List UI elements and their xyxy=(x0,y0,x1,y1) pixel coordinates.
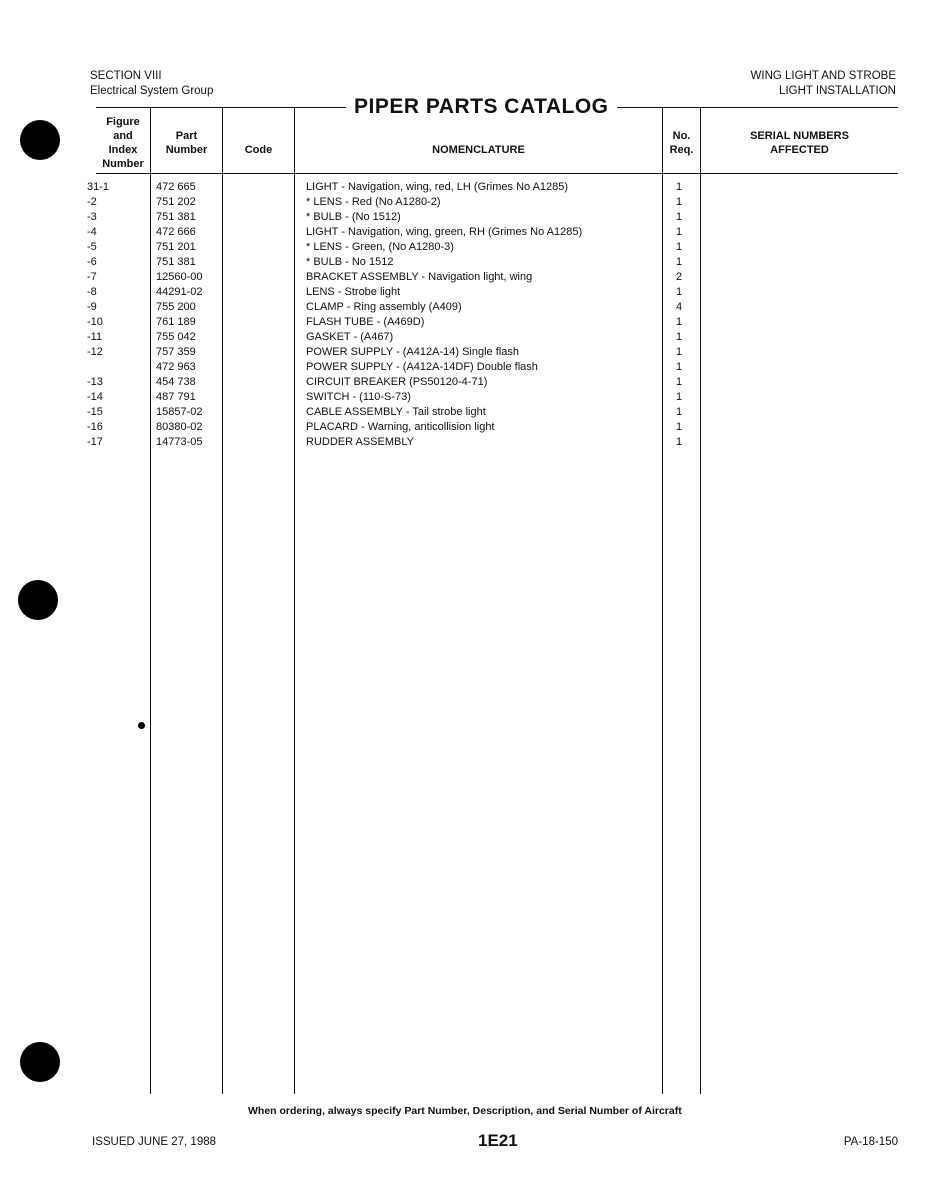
quantity-required: 1 xyxy=(675,331,683,343)
figure-index: -3 xyxy=(87,211,97,223)
figure-index: -15 xyxy=(87,406,103,418)
figure-index: -16 xyxy=(87,421,103,433)
part-number: 751 381 xyxy=(156,211,196,223)
table-row xyxy=(0,360,935,375)
table-row xyxy=(0,435,935,450)
quantity-required: 1 xyxy=(675,346,683,358)
nomenclature: CIRCUIT BREAKER (PS50120-4-71) xyxy=(306,376,488,388)
binder-hole-top xyxy=(20,120,60,160)
part-number: 472 963 xyxy=(156,361,196,373)
part-number: 472 666 xyxy=(156,226,196,238)
subject-line-2: LIGHT INSTALLATION xyxy=(779,85,896,97)
quantity-required: 1 xyxy=(675,181,683,193)
aircraft-model: PA-18-150 xyxy=(843,1136,898,1148)
quantity-required: 1 xyxy=(675,421,683,433)
part-number: 751 201 xyxy=(156,241,196,253)
quantity-required: 1 xyxy=(675,316,683,328)
group-label: Electrical System Group xyxy=(90,85,214,97)
table-row xyxy=(0,330,935,345)
nomenclature: LIGHT - Navigation, wing, green, RH (Grimes No A1285) xyxy=(306,226,583,238)
quantity-required: 1 xyxy=(675,256,683,268)
part-number: 454 738 xyxy=(156,376,196,388)
nomenclature: LIGHT - Navigation, wing, red, LH (Grimes No A1285) xyxy=(306,181,569,193)
issued-date: ISSUED JUNE 27, 1988 xyxy=(92,1136,217,1148)
figure-index: -12 xyxy=(87,346,103,358)
quantity-required: 1 xyxy=(675,286,683,298)
col-head-part-number: Part Number xyxy=(165,130,208,156)
figure-index: 31-1 xyxy=(87,181,110,193)
nomenclature: CLAMP - Ring assembly (A409) xyxy=(306,301,462,313)
figure-index: -10 xyxy=(87,316,103,328)
figure-index: -14 xyxy=(87,391,103,403)
nomenclature: SWITCH - (110-S-73) xyxy=(306,391,411,403)
col-head-serial-numbers: SERIAL NUMBERS AFFECTED xyxy=(750,130,849,156)
quantity-required: 1 xyxy=(675,361,683,373)
nomenclature: POWER SUPPLY - (A412A-14DF) Double flash xyxy=(306,361,538,373)
table-row xyxy=(0,195,935,210)
quantity-required: 1 xyxy=(675,226,683,238)
quantity-required: 1 xyxy=(675,196,683,208)
table-row xyxy=(0,405,935,420)
figure-index: -17 xyxy=(87,436,103,448)
quantity-required: 1 xyxy=(675,436,683,448)
nomenclature: LENS - Strobe light xyxy=(306,286,401,298)
quantity-required: 4 xyxy=(675,301,683,313)
part-number: 44291-02 xyxy=(156,286,203,298)
table-row xyxy=(0,315,935,330)
figure-index: -4 xyxy=(87,226,97,238)
table-row xyxy=(0,210,935,225)
nomenclature: * BULB - No 1512 xyxy=(306,256,394,268)
table-row xyxy=(0,180,935,195)
nomenclature: RUDDER ASSEMBLY xyxy=(306,436,414,448)
figure-index: -8 xyxy=(87,286,97,298)
part-number: 755 200 xyxy=(156,301,196,313)
table-row xyxy=(0,345,935,360)
part-number: 751 202 xyxy=(156,196,196,208)
table-row xyxy=(0,240,935,255)
quantity-required: 1 xyxy=(675,211,683,223)
quantity-required: 1 xyxy=(675,406,683,418)
figure-index: -9 xyxy=(87,301,97,313)
part-number: 14773-05 xyxy=(156,436,203,448)
subject-line-1: WING LIGHT AND STROBE xyxy=(750,70,896,82)
part-number: 80380-02 xyxy=(156,421,203,433)
part-number: 472 665 xyxy=(156,181,196,193)
nomenclature: * LENS - Green, (No A1280-3) xyxy=(306,241,454,253)
col-head-figure-index: Figure and Index Number xyxy=(102,116,144,170)
part-number: 12560-00 xyxy=(156,271,203,283)
nomenclature: PLACARD - Warning, anticollision light xyxy=(306,421,495,433)
table-row xyxy=(0,420,935,435)
table-row xyxy=(0,285,935,300)
binder-hole-bottom xyxy=(20,1042,60,1082)
nomenclature: FLASH TUBE - (A469D) xyxy=(306,316,425,328)
part-number: 761 189 xyxy=(156,316,196,328)
table-row xyxy=(0,270,935,285)
figure-index: -13 xyxy=(87,376,103,388)
table-row xyxy=(0,300,935,315)
quantity-required: 1 xyxy=(675,241,683,253)
page-header-right xyxy=(751,69,896,99)
table-row xyxy=(0,225,935,240)
section-label: SECTION VIII xyxy=(90,70,162,82)
part-number: 757 359 xyxy=(156,346,196,358)
nomenclature: * LENS - Red (No A1280-2) xyxy=(306,196,441,208)
binder-hole-middle xyxy=(18,580,58,620)
figure-index: -7 xyxy=(87,271,97,283)
page-code: 1E21 xyxy=(478,1131,518,1150)
header-bottom-rule xyxy=(96,173,898,174)
page-title: PIPER PARTS CATALOG xyxy=(346,95,617,119)
nomenclature: GASKET - (A467) xyxy=(306,331,394,343)
nomenclature: * BULB - (No 1512) xyxy=(306,211,401,223)
table-row xyxy=(0,390,935,405)
figure-index: -11 xyxy=(87,331,103,343)
nomenclature: BRACKET ASSEMBLY - Navigation light, wing xyxy=(306,271,533,283)
nomenclature: CABLE ASSEMBLY - Tail strobe light xyxy=(306,406,486,418)
table-row xyxy=(0,255,935,270)
part-number: 15857-02 xyxy=(156,406,203,418)
part-number: 487 791 xyxy=(156,391,196,403)
table-row xyxy=(0,375,935,390)
col-head-nomenclature: NOMENCLATURE xyxy=(432,144,525,156)
nomenclature: POWER SUPPLY - (A412A-14) Single flash xyxy=(306,346,519,358)
stray-dot xyxy=(138,722,145,729)
part-number: 755 042 xyxy=(156,331,196,343)
quantity-required: 1 xyxy=(675,376,683,388)
quantity-required: 1 xyxy=(675,391,683,403)
col-head-code: Code xyxy=(244,144,273,156)
col-head-no-req: No. Req. xyxy=(669,130,694,156)
part-number: 751 381 xyxy=(156,256,196,268)
quantity-required: 2 xyxy=(675,271,683,283)
page-header-left xyxy=(90,69,213,99)
figure-index: -2 xyxy=(87,196,97,208)
figure-index: -5 xyxy=(87,241,97,253)
figure-index: -6 xyxy=(87,256,97,268)
ordering-note: When ordering, always specify Part Number, Description, and Serial Number of Aircraft xyxy=(248,1105,682,1117)
